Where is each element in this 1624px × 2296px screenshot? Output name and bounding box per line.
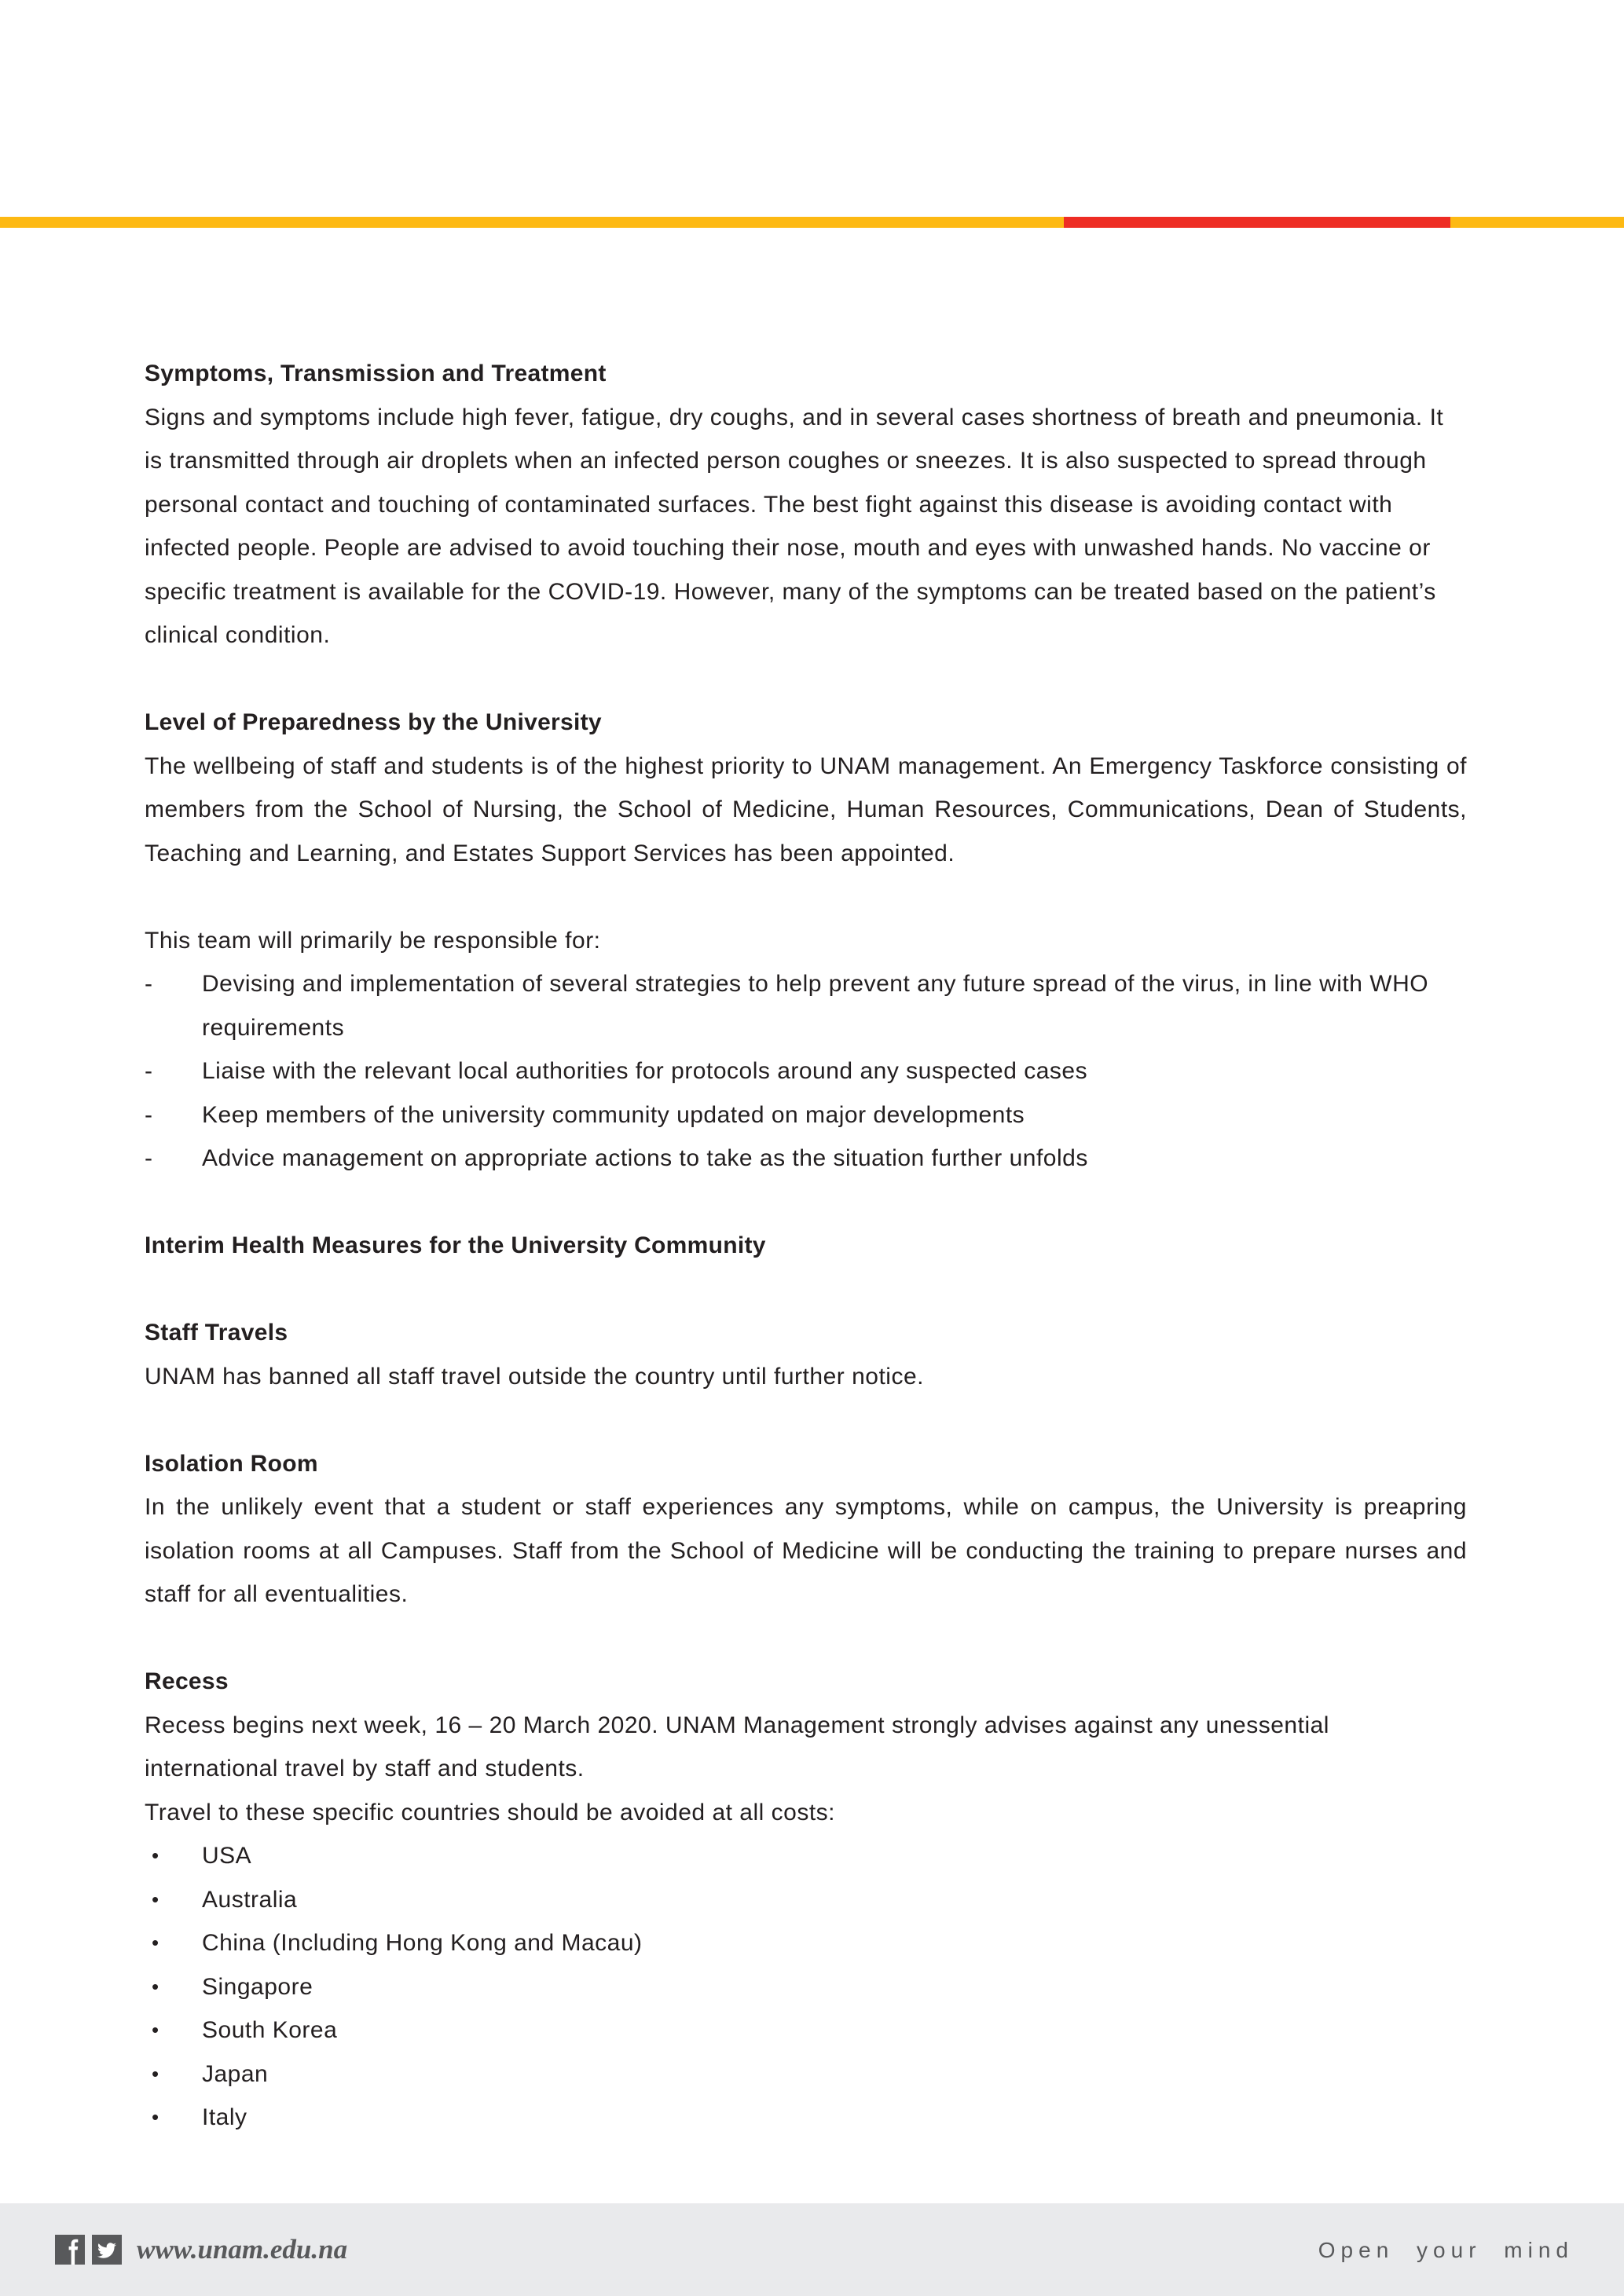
list-item xyxy=(145,2052,1467,2096)
round-bullet: • xyxy=(152,2105,159,2129)
list-item xyxy=(145,1878,1467,1922)
section-heading-recess: Recess xyxy=(145,1668,229,1694)
list-item-text: Liaise with the relevant local authorities for protocols around any suspected cases xyxy=(202,1058,1088,1084)
footer-left-group xyxy=(55,2233,347,2266)
section-heading-isolation-room: Isolation Room xyxy=(145,1450,318,1477)
paragraph-isolation-room: In the unlikely event that a student or staff experiences any symptoms, while on campus, the University is preapring isolation rooms at all Campuses. Staff from the School of Medicine will be conducting the training to prepare nurses and staff for all eventualities. xyxy=(145,1494,1467,1607)
paragraph-recess: Recess begins next week, 16 – 20 March 2020. UNAM Management strongly advises against any unessential international travel by staff and students. xyxy=(145,1712,1329,1782)
country-label: Singapore xyxy=(202,1973,313,2000)
paragraph-staff-travels: UNAM has banned all staff travel outside the country until further notice. xyxy=(145,1363,924,1390)
dash-bullet: - xyxy=(145,1145,153,1171)
dash-bullet: - xyxy=(145,1058,153,1084)
dash-bullet: - xyxy=(145,971,153,997)
country-label: USA xyxy=(202,1843,252,1869)
round-bullet: • xyxy=(152,1974,159,1998)
document-body xyxy=(0,228,1624,2140)
section-heading-staff-travels: Staff Travels xyxy=(145,1320,288,1346)
list-item xyxy=(145,1834,1467,1878)
paragraph-travel-note: Travel to these specific countries should be avoided at all costs: xyxy=(145,1799,836,1825)
section-heading-symptoms: Symptoms, Transmission and Treatment xyxy=(145,361,607,386)
website-link[interactable]: www.unam.edu.na xyxy=(137,2234,348,2265)
country-label: Australia xyxy=(202,1886,298,1913)
brand-stripe-red-segment xyxy=(1064,217,1450,228)
list-item xyxy=(145,1137,1467,1181)
country-label: China (Including Hong Kong and Macau) xyxy=(202,1930,643,1956)
section-heading-preparedness: Level of Preparedness by the University xyxy=(145,709,602,735)
country-label: Italy xyxy=(202,2104,247,2130)
section-heading-interim-measures: Interim Health Measures for the University Community xyxy=(145,1232,766,1258)
page-footer xyxy=(0,2203,1624,2296)
country-label: Japan xyxy=(202,2060,269,2087)
paragraph-symptoms: Signs and symptoms include high fever, fatigue, dry coughs, and in several cases shortness of breath and pneumonia. It is transmitted through air droplets when an infected person coughes or sneezes. It is also suspected to spread through personal contact and touching of contaminated surfaces. The best fight against this disease is avoiding contact with infected people. People are advised to avoid touching their nose, mouth and eyes with unwashed hands. No vaccine or specific treatment is available for the COVID-19. However, many of the symptoms can be treated based on the patient’s clinical condition. xyxy=(145,404,1444,648)
list-item xyxy=(145,1965,1467,2009)
round-bullet: • xyxy=(152,2018,159,2041)
twitter-icon[interactable] xyxy=(92,2235,122,2265)
list-item-text: Keep members of the university community updated on major developments xyxy=(202,1101,1025,1128)
list-item xyxy=(145,1921,1467,1965)
round-bullet: • xyxy=(152,1844,159,1867)
facebook-icon[interactable] xyxy=(55,2235,85,2265)
paragraph-team-intro: This team will primarily be responsible for: xyxy=(145,927,601,954)
brand-stripe xyxy=(0,217,1624,228)
round-bullet: • xyxy=(152,2061,159,2085)
spacer xyxy=(145,1398,1467,1442)
list-item-text: Advice management on appropriate actions to take as the situation further unfolds xyxy=(202,1145,1088,1171)
slogan: Open your mind xyxy=(1318,2238,1574,2262)
list-item xyxy=(145,1093,1467,1137)
list-item xyxy=(145,962,1467,1049)
spacer xyxy=(145,1617,1467,1661)
spacer xyxy=(145,1181,1467,1225)
spacer xyxy=(145,657,1467,701)
list-item xyxy=(145,2096,1467,2140)
country-label: South Korea xyxy=(202,2017,338,2043)
list-item xyxy=(145,1049,1467,1093)
round-bullet: • xyxy=(152,1887,159,1911)
round-bullet: • xyxy=(152,1931,159,1954)
dash-bullet: - xyxy=(145,1101,153,1128)
paragraph-preparedness: The wellbeing of staff and students is of the highest priority to UNAM management. An Emergency Taskforce consisting of members from the School of Nursing, the School of Medicine, Human Resources, Communications, Dean of Students, Teaching and Learning, and Estates Support Services has been appointed. xyxy=(145,753,1467,866)
list-item xyxy=(145,2009,1467,2052)
spacer xyxy=(145,875,1467,919)
list-item-text: Devising and implementation of several strategies to help prevent any future spread of the virus, in line with WHO requirements xyxy=(202,971,1429,1041)
spacer xyxy=(145,1268,1467,1312)
